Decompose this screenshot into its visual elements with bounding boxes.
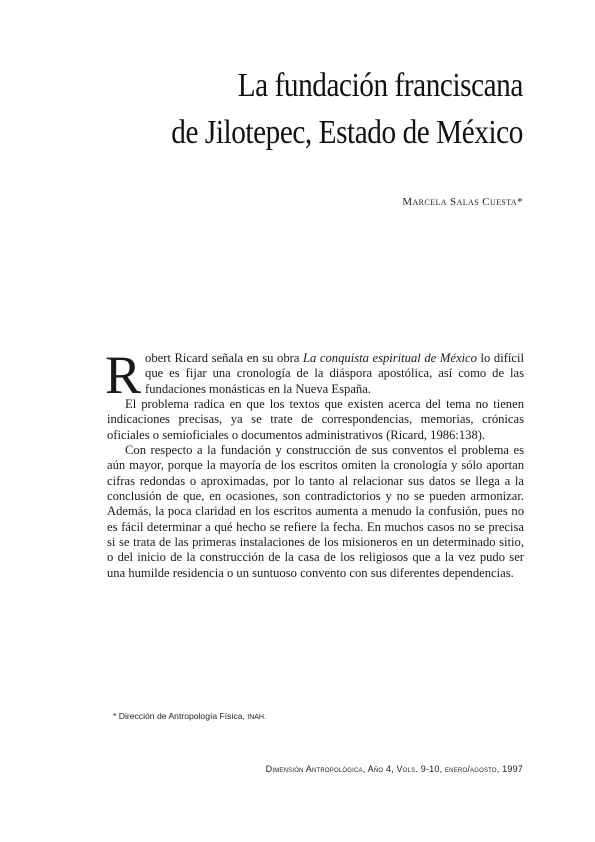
article-title bbox=[171, 62, 523, 156]
paragraph-1 bbox=[105, 345, 524, 405]
footnote-marker: * bbox=[113, 711, 117, 721]
footnote-text: Dirección de Antropología Física, bbox=[118, 711, 248, 721]
paragraph-2: El problema radica en que los textos que existen acerca del tema no tienen indicaciones precisas, ya se trate de correspondencias, memorias, crónicas oficiales o semioficiales o documentos administrativos (Ricard, 1986:138). bbox=[107, 397, 524, 442]
footnote-abbreviation: INAH. bbox=[247, 714, 266, 721]
article-body bbox=[105, 345, 524, 581]
paragraph-1-text-a: obert Ricard señala en su obra bbox=[145, 351, 304, 365]
journal-footer: Dimensión Antropológica, Año 4, Vols. 9-10, enero/agosto, 1997 bbox=[265, 764, 523, 774]
author-name: Marcela Salas Cuesta* bbox=[402, 196, 523, 208]
title-line-2: de Jilotepec, Estado de México bbox=[171, 114, 523, 151]
footnote bbox=[113, 711, 266, 721]
drop-cap: R bbox=[105, 345, 142, 405]
book-title-italic: La conquista espiritual de México bbox=[303, 351, 477, 365]
paragraph-1-text-b: lo difícil que es fijar una cronología de la diáspora apostólica, así como de las fundaciones monásticas en la Nueva España. bbox=[145, 351, 524, 396]
paragraph-3: Con respecto a la fundación y construcción de sus conventos el problema es aún mayor, porque la mayoría de los escritos omiten la cronología y sólo aportan cifras redondas o aproximadas, por lo tanto al relacionar sus datos se llega a la conclusión de que, en ocasiones, son contradictorios y no se pueden armonizar. Además, la poca claridad en los escritos aumenta a menudo la confusión, pues no es fácil determinar a qué hecho se refiere la fecha. En muchos casos no se precisa si se trata de las primeras instalaciones de los misioneros en un determinado sitio, o del inicio de la construcción de la casa de los religiosos que a la vez pudo ser una humilde residencia o un suntuoso convento con sus diferentes dependencias. bbox=[107, 443, 524, 580]
title-line-1: La fundación franciscana bbox=[237, 67, 523, 104]
